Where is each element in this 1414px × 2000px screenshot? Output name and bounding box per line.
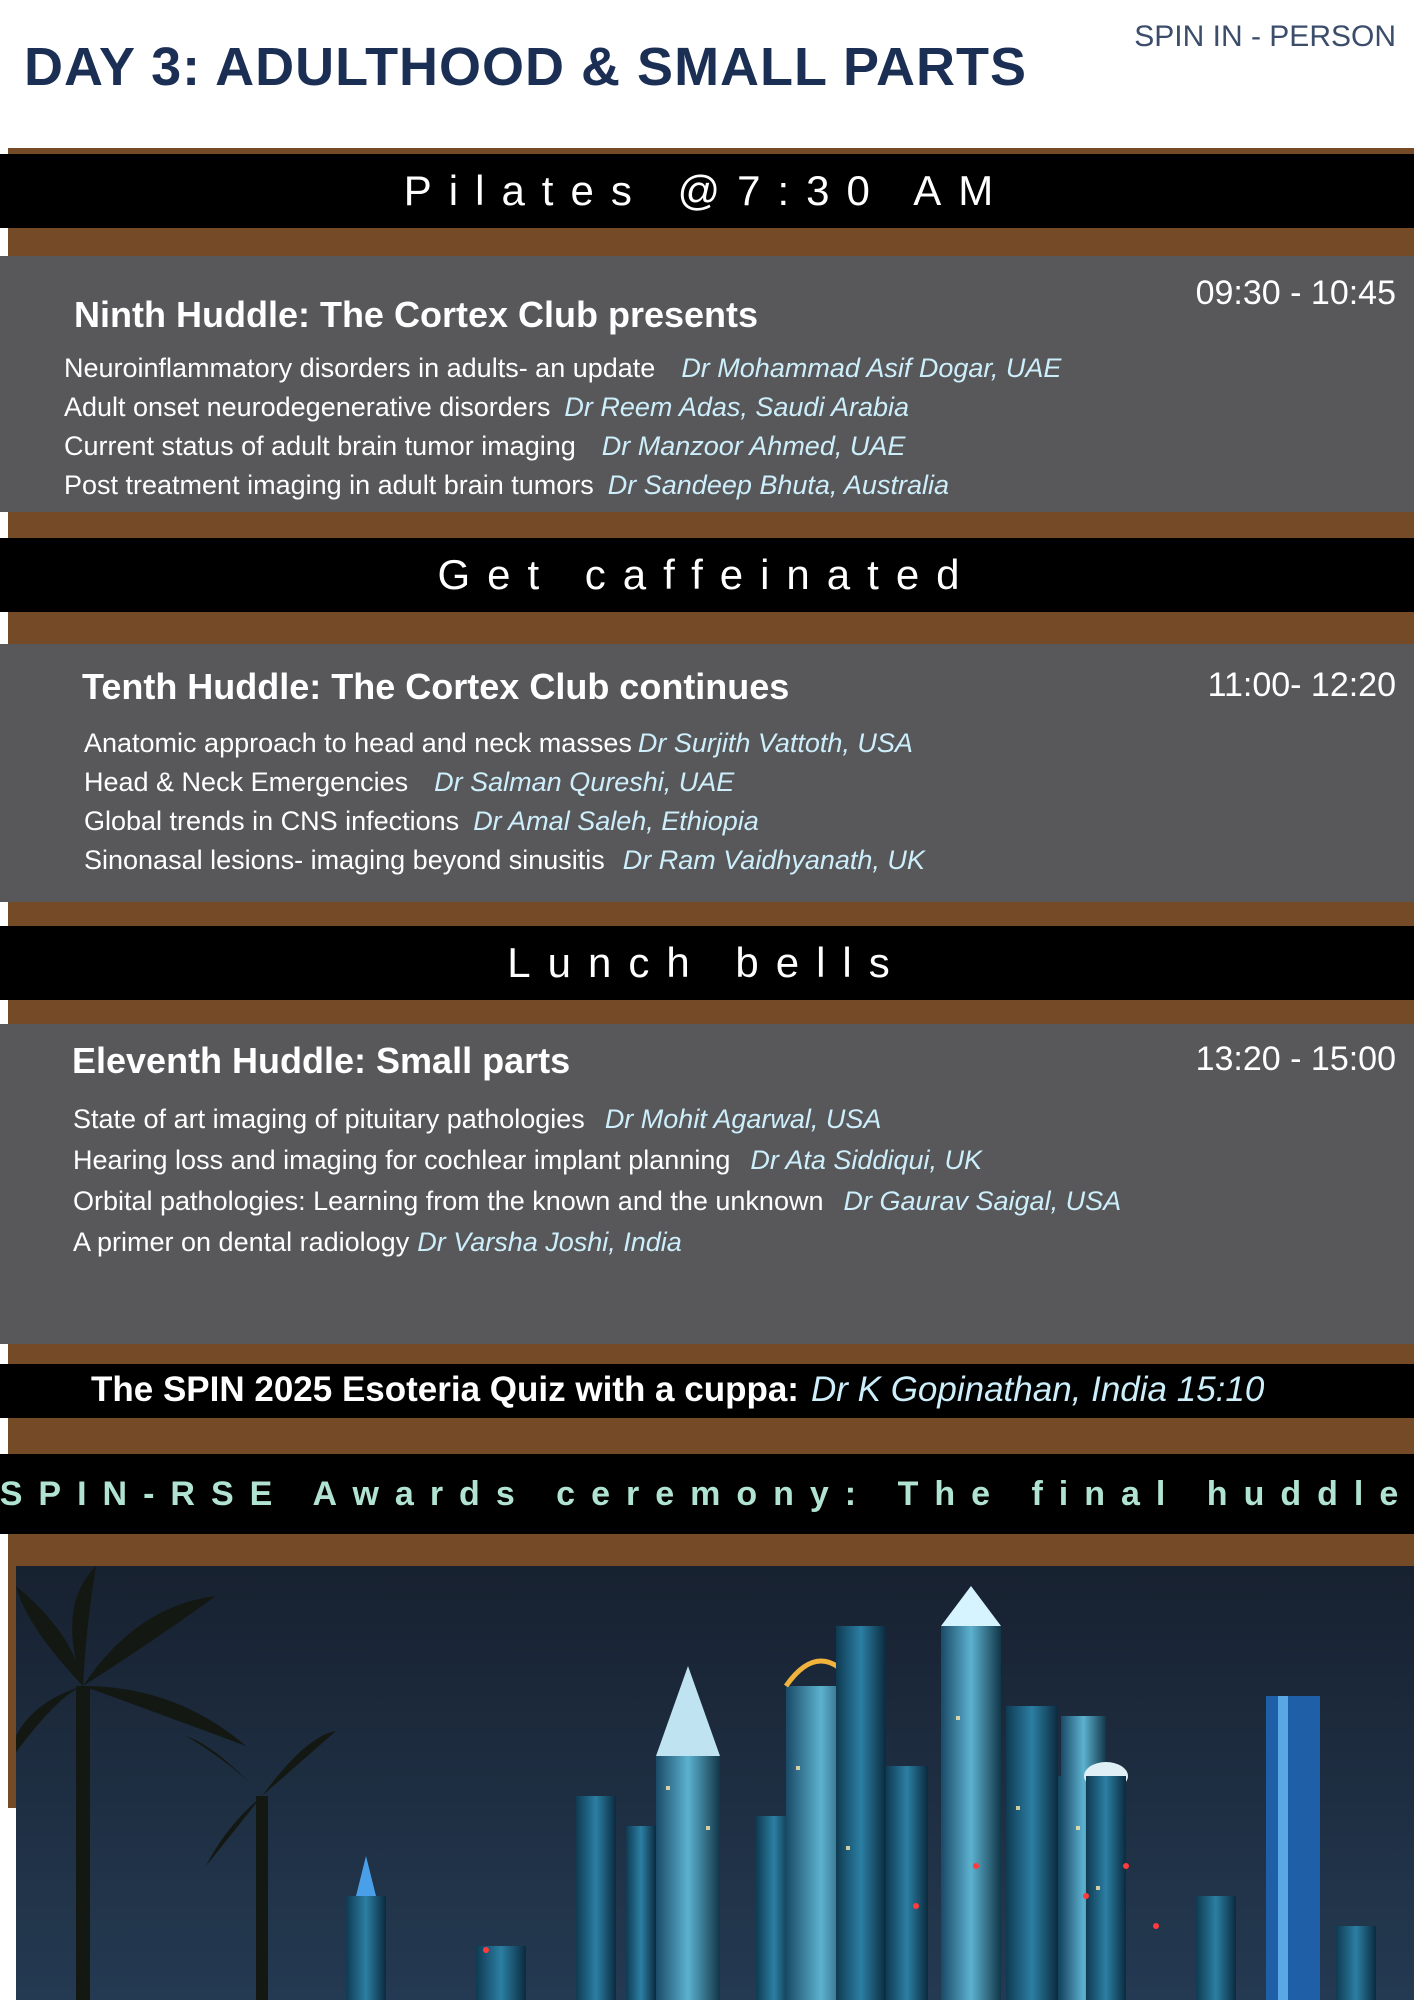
quiz-label: The SPIN 2025 Esoteria Quiz with a cuppa:	[91, 1370, 799, 1409]
ninth-huddle-panel	[0, 256, 1414, 512]
talk-speaker: Dr Salman Qureshi, UAE	[434, 767, 735, 797]
brown-band	[8, 1418, 1414, 1454]
huddle-title: Tenth Huddle: The Cortex Club continues	[82, 666, 790, 707]
talk-speaker: Dr Mohit Agarwal, USA	[604, 1104, 882, 1134]
talk-row	[64, 431, 905, 462]
brown-band	[8, 512, 1414, 538]
talk-topic: Head & Neck Emergencies	[84, 767, 409, 797]
session-mode-tag: SPIN IN - PERSON	[1134, 20, 1396, 53]
talk-topic: Adult onset neurodegenerative disorders	[64, 392, 551, 422]
tenth-huddle-panel	[0, 644, 1414, 902]
quiz-speaker: Dr K Gopinathan, India 15:10	[810, 1370, 1265, 1409]
talk-row	[84, 806, 759, 837]
talk-row	[84, 767, 734, 798]
talk-topic: A primer on dental radiology	[73, 1227, 410, 1257]
brown-band	[8, 1534, 1414, 1566]
lunch-banner	[0, 926, 1414, 1000]
talk-row	[73, 1227, 682, 1258]
talk-speaker: Dr Amal Saleh, Ethiopia	[473, 806, 759, 836]
talk-row	[64, 392, 909, 423]
brown-band	[8, 228, 1414, 256]
talk-topic: Anatomic approach to head and neck masses	[84, 728, 632, 758]
brown-band	[8, 902, 1414, 926]
talk-row	[64, 353, 1061, 384]
talk-speaker: Dr Ata Siddiqui, UK	[750, 1145, 982, 1175]
talk-topic: Hearing loss and imaging for cochlear implant planning	[73, 1145, 731, 1175]
skyline-illustration	[16, 1566, 1414, 2000]
talk-row	[84, 845, 925, 876]
talk-topic: Global trends in CNS infections	[84, 806, 460, 836]
awards-banner	[0, 1454, 1414, 1534]
eleventh-huddle-panel	[0, 1024, 1414, 1344]
huddle-time: 11:00- 12:20	[1207, 666, 1396, 704]
talk-speaker: Dr Varsha Joshi, India	[417, 1227, 682, 1257]
lunch-label: Lunch bells	[507, 939, 907, 986]
talk-topic: Current status of adult brain tumor imaging	[64, 431, 576, 461]
page-title: DAY 3: ADULTHOOD & SMALL PARTS	[24, 37, 1028, 97]
awards-label: SPIN-RSE Awards ceremony: The final huddle	[0, 1474, 1414, 1513]
huddle-time: 09:30 - 10:45	[1195, 274, 1396, 312]
coffee-label: Get caffeinated	[437, 551, 977, 598]
talk-speaker: Dr Surjith Vattoth, USA	[637, 728, 913, 758]
talk-topic: State of art imaging of pituitary pathologies	[73, 1104, 585, 1134]
pilates-banner	[0, 154, 1414, 228]
brown-band	[8, 1000, 1414, 1024]
talk-row	[73, 1145, 982, 1176]
quiz-banner	[0, 1364, 1414, 1418]
talk-speaker: Dr Ram Vaidhyanath, UK	[622, 845, 925, 875]
talk-topic: Neuroinflammatory disorders in adults- an update	[64, 353, 656, 383]
talk-topic: Post treatment imaging in adult brain tumors	[64, 470, 594, 500]
huddle-title: Eleventh Huddle: Small parts	[72, 1040, 571, 1081]
talk-row	[73, 1104, 881, 1135]
brown-band	[8, 612, 1414, 644]
quiz-line	[91, 1370, 1264, 1410]
talk-topic: Orbital pathologies: Learning from the known and the unknown	[73, 1186, 824, 1216]
talk-speaker: Dr Manzoor Ahmed, UAE	[601, 431, 906, 461]
huddle-time: 13:20 - 15:00	[1195, 1040, 1396, 1078]
coffee-banner	[0, 538, 1414, 612]
talk-topic: Sinonasal lesions- imaging beyond sinusitis	[84, 845, 605, 875]
talk-row	[84, 728, 913, 759]
talk-row	[73, 1186, 1121, 1217]
dubai-skyline-photo	[16, 1566, 1414, 2000]
pilates-label: Pilates @7:30 AM	[403, 167, 1011, 214]
talk-row	[64, 470, 949, 501]
talk-speaker: Dr Sandeep Bhuta, Australia	[607, 470, 949, 500]
talk-speaker: Dr Mohammad Asif Dogar, UAE	[681, 353, 1062, 383]
talk-speaker: Dr Reem Adas, Saudi Arabia	[564, 392, 909, 422]
talk-speaker: Dr Gaurav Saigal, USA	[843, 1186, 1122, 1216]
huddle-title: Ninth Huddle: The Cortex Club presents	[74, 294, 759, 335]
brown-band	[8, 1344, 1414, 1364]
